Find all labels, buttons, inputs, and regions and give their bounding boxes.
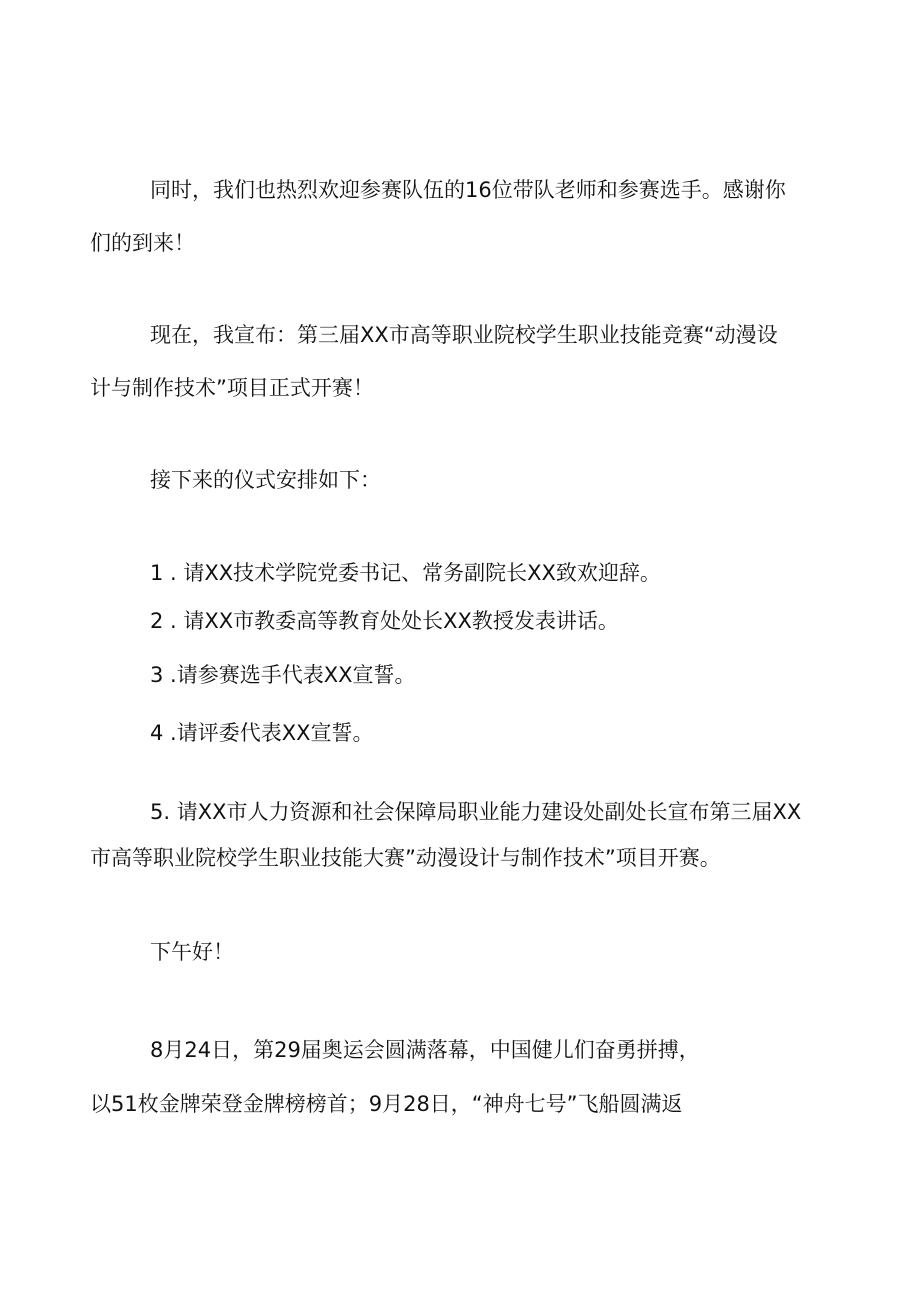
paragraph-welcome-line2: 们的到来！: [90, 231, 195, 255]
paragraph-announcement-line1: 现在，我宣布：第三届XX市高等职业院校学生职业技能竞赛“动漫设: [150, 323, 778, 347]
agenda-item: 3 .请参赛选手代表XX宣誓。: [150, 663, 416, 687]
agenda-item: 2 . 请XX市教委高等教育处处长XX教授发表讲话。: [150, 609, 619, 633]
agenda-item-5-line1: 5. 请XX市人力资源和社会保障局职业能力建设处副处长宣布第三届XX: [150, 800, 802, 824]
greeting: 下午好！: [150, 940, 234, 964]
paragraph-welcome-line1: 同时，我们也热烈欢迎参赛队伍的16位带队老师和参赛选手。感谢你: [150, 178, 786, 202]
agenda-item: 4 .请评委代表XX宣誓。: [150, 721, 374, 745]
agenda-item-5-line2: 市高等职业院校学生职业技能大赛”动漫设计与制作技术”项目开赛。: [90, 846, 721, 870]
agenda-item: 1 . 请XX技术学院党委书记、常务副院长XX致欢迎辞。: [150, 561, 661, 585]
paragraph-announcement-line2: 计与制作技术”项目正式开赛！: [90, 376, 374, 400]
paragraph-agenda-intro: 接下来的仪式安排如下：: [150, 468, 381, 492]
paragraph-olympics-line2: 以51枚金牌荣登金牌榜榜首；9月28日，“神舟七号”飞船圆满返: [90, 1092, 683, 1116]
paragraph-olympics-line1: 8月24日，第29届奥运会圆满落幕，中国健儿们奋勇拼搏，: [150, 1038, 700, 1062]
